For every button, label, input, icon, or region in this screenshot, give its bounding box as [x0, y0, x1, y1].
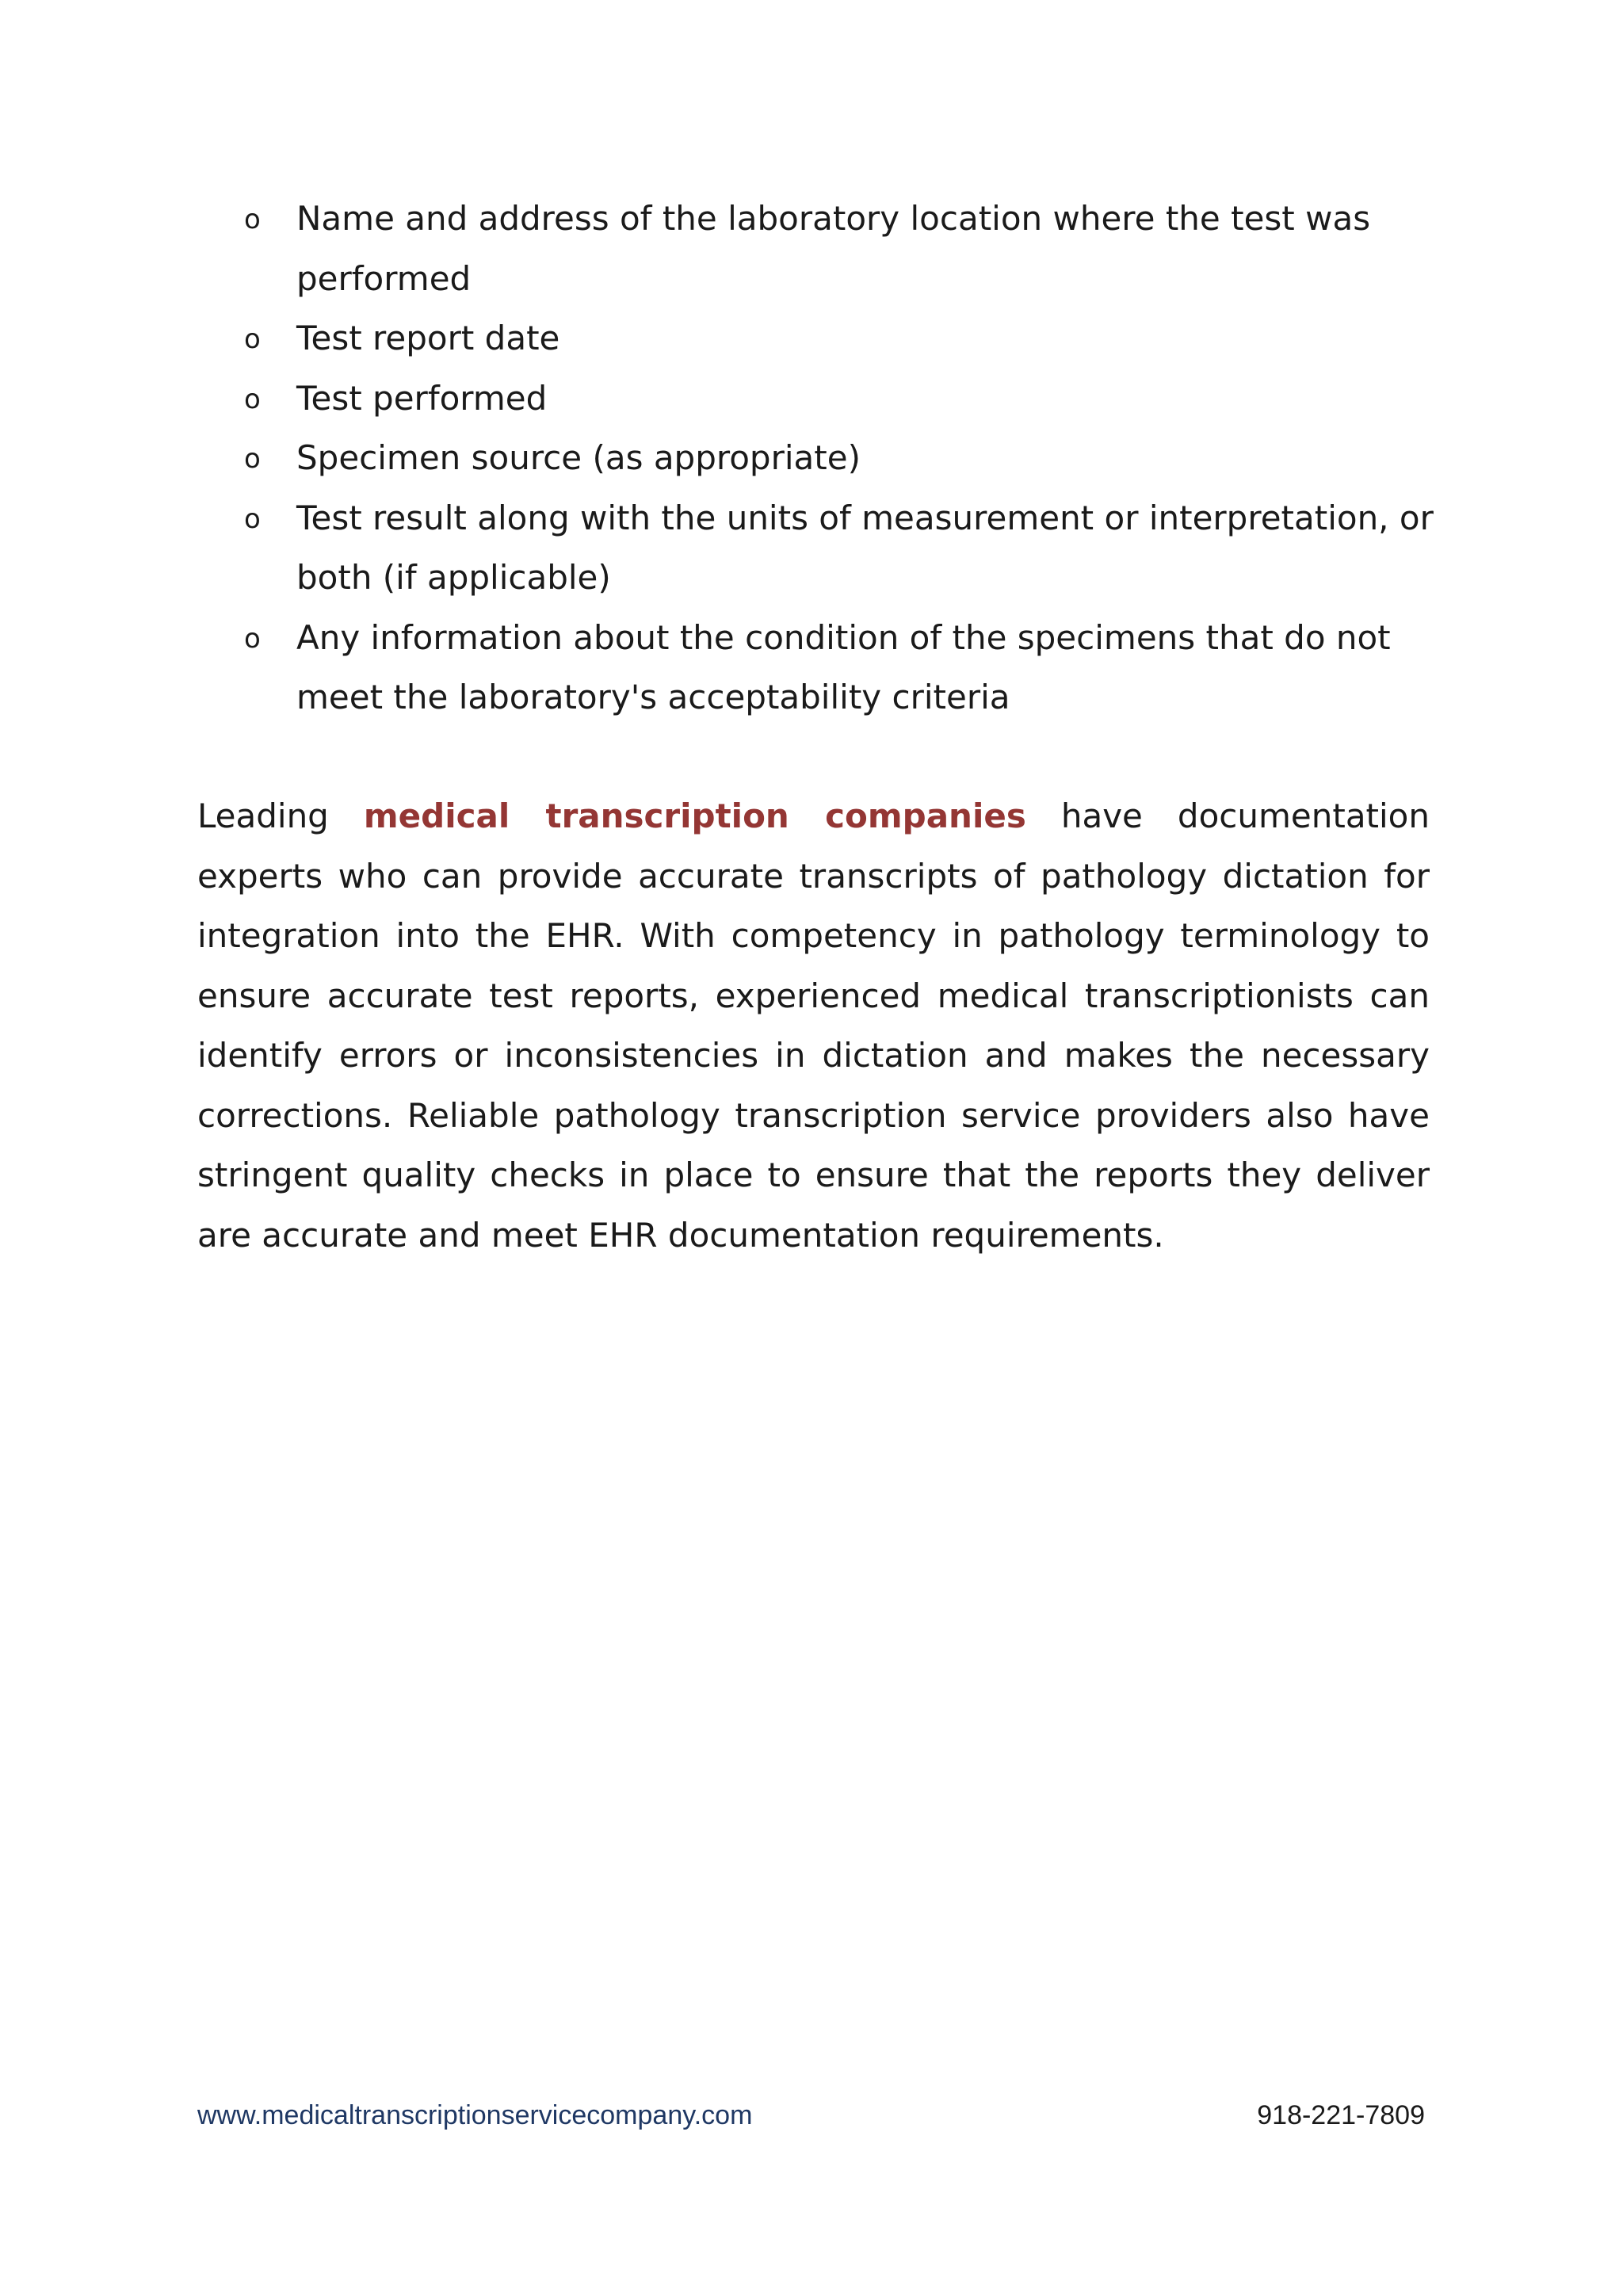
- list-item: [244, 608, 1449, 728]
- list-item: [244, 428, 1449, 488]
- list-item-text: Test performed: [296, 378, 548, 418]
- body-paragraph: [197, 786, 1430, 1265]
- bullet-marker: o: [244, 204, 261, 235]
- bullet-marker: o: [244, 622, 261, 655]
- bullet-marker: o: [244, 383, 261, 415]
- list-item-text: Test result along with the units of measurement or interpretation, or both (if applicable): [296, 498, 1434, 597]
- list-item: [244, 189, 1449, 308]
- bullet-marker: o: [244, 323, 261, 355]
- list-item-text: Specimen source (as appropriate): [296, 438, 861, 477]
- report-elements-list: [244, 189, 1449, 728]
- paragraph-body: have documentation experts who can provide accurate transcripts of pathology dictation for integration into the EHR. With competency in pathology terminology to ensure accurate test reports, experienced medical transcriptionists can identify errors or inconsistencies in dictation and makes the necessary corrections. Reliable pathology transcription service providers also have stringent quality checks in place to ensure that the reports they deliver are accurate and meet EHR documentation requirements.: [197, 797, 1430, 1255]
- list-item-text: Name and address of the laboratory location where the test was performed: [296, 199, 1371, 298]
- footer-website-link[interactable]: www.medicaltranscriptionservicecompany.com: [197, 2100, 753, 2130]
- list-item: [244, 308, 1449, 369]
- list-item: [244, 488, 1449, 608]
- paragraph-lead: Leading: [197, 797, 364, 835]
- bullet-marker: o: [244, 443, 261, 475]
- list-item-text: Any information about the condition of the specimens that do not meet the laboratory's acceptability criteria: [296, 617, 1391, 716]
- list-item-text: Test report date: [296, 319, 560, 357]
- list-item: [244, 369, 1449, 429]
- footer-phone: 918-221-7809: [1257, 2100, 1425, 2130]
- bullet-marker: o: [244, 502, 261, 535]
- medical-transcription-companies-link[interactable]: medical transcription companies: [363, 797, 1026, 835]
